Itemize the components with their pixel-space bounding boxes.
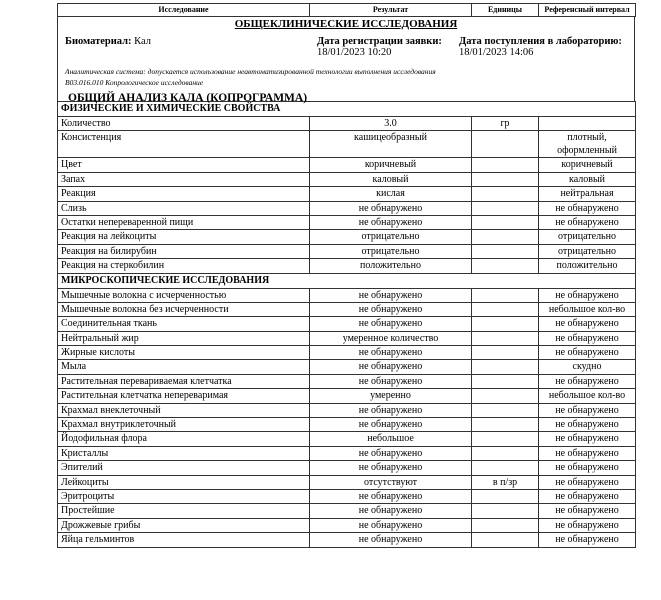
unit-value	[472, 418, 539, 432]
registration-label: Дата регистрации заявки:	[317, 36, 442, 47]
table-row	[58, 158, 636, 172]
reference-value: не обнаружено	[539, 288, 636, 302]
test-name: Запах	[58, 172, 310, 186]
test-name: Простейшие	[58, 504, 310, 518]
table-row	[58, 461, 636, 475]
unit-value	[472, 360, 539, 374]
result-value: кашицеобразный	[310, 131, 472, 158]
unit-value	[472, 230, 539, 244]
column-header-reference: Референсный интервал	[539, 4, 636, 17]
unit-value	[472, 158, 539, 172]
unit-value	[472, 259, 539, 273]
reference-value: отрицательно	[539, 244, 636, 258]
reference-value: не обнаружено	[539, 489, 636, 503]
table-row	[58, 374, 636, 388]
result-value: не обнаружено	[310, 215, 472, 229]
unit-value	[472, 288, 539, 302]
unit-value: в п/зр	[472, 475, 539, 489]
result-value: не обнаружено	[310, 489, 472, 503]
unit-value	[472, 317, 539, 331]
reference-value: не обнаружено	[539, 504, 636, 518]
reference-value: не обнаружено	[539, 418, 636, 432]
biomaterial-label: Биоматериал:	[65, 36, 132, 47]
result-value: не обнаружено	[310, 374, 472, 388]
table-row	[58, 432, 636, 446]
result-value: отсутствуют	[310, 475, 472, 489]
unit-value	[472, 461, 539, 475]
result-value: отрицательно	[310, 244, 472, 258]
result-value: не обнаружено	[310, 518, 472, 532]
result-value: не обнаружено	[310, 504, 472, 518]
test-name: Растительная клетчатка непереваримая	[58, 389, 310, 403]
result-value: не обнаружено	[310, 360, 472, 374]
reference-value: скудно	[539, 360, 636, 374]
test-name: Мыла	[58, 360, 310, 374]
test-name: Остатки непереваренной пищи	[58, 215, 310, 229]
result-value: не обнаружено	[310, 346, 472, 360]
reference-value: каловый	[539, 172, 636, 186]
test-name: Эпителий	[58, 461, 310, 475]
column-header-test: Исследование	[58, 4, 310, 17]
department-title: ОБЩЕКЛИНИЧЕСКИЕ ИССЛЕДОВАНИЯ	[234, 18, 458, 30]
reference-value: небольшое кол-во	[539, 302, 636, 316]
test-name: Мышечные волокна с исчерченностью	[58, 288, 310, 302]
result-value: умеренно	[310, 389, 472, 403]
test-name: Нейтральный жир	[58, 331, 310, 345]
table-row	[58, 317, 636, 331]
section-physical-chemical-title: ФИЗИЧЕСКИЕ И ХИМИЧЕСКИЕ СВОЙСТВА	[58, 102, 636, 117]
test-name: Жирные кислоты	[58, 346, 310, 360]
table-row	[58, 201, 636, 215]
reference-value: не обнаружено	[539, 518, 636, 532]
table-row	[58, 131, 636, 158]
table-row	[58, 259, 636, 273]
test-name: Кристаллы	[58, 446, 310, 460]
received-value: 18/01/2023 14:06	[459, 47, 534, 58]
code-note: B03.016.010 Копрологическое исследование	[65, 78, 204, 87]
unit-value	[472, 302, 539, 316]
result-value: 3.0	[310, 117, 472, 131]
result-value: умеренное количество	[310, 331, 472, 345]
reference-value: не обнаружено	[539, 403, 636, 417]
unit-value	[472, 533, 539, 547]
results-table	[57, 101, 636, 548]
meta-row	[58, 32, 634, 66]
header-table	[57, 3, 636, 17]
table-row	[58, 533, 636, 547]
unit-value	[472, 374, 539, 388]
result-value: отрицательно	[310, 230, 472, 244]
test-name: Консистенция	[58, 131, 310, 158]
result-value: каловый	[310, 172, 472, 186]
lab-report	[57, 3, 635, 548]
reference-value	[539, 117, 636, 131]
test-name: Реакция на стеркобилин	[58, 259, 310, 273]
result-value: положительно	[310, 259, 472, 273]
table-row	[58, 288, 636, 302]
unit-value: гр	[472, 117, 539, 131]
reference-value: не обнаружено	[539, 533, 636, 547]
table-row	[58, 302, 636, 316]
registration-value: 18/01/2023 10:20	[317, 47, 392, 58]
table-row	[58, 403, 636, 417]
test-name: Мышечные волокна без исчерченности	[58, 302, 310, 316]
result-value: кислая	[310, 187, 472, 201]
unit-value	[472, 215, 539, 229]
reference-value: коричневый	[539, 158, 636, 172]
reference-value: не обнаружено	[539, 432, 636, 446]
reference-value: не обнаружено	[539, 331, 636, 345]
table-row	[58, 360, 636, 374]
reference-value: не обнаружено	[539, 374, 636, 388]
result-value: не обнаружено	[310, 418, 472, 432]
section-microscopic	[58, 273, 636, 288]
unit-value	[472, 201, 539, 215]
reference-line-1: плотный,	[567, 132, 607, 144]
test-name: Дрожжевые грибы	[58, 518, 310, 532]
biomaterial	[65, 36, 151, 47]
registration-date	[317, 36, 442, 58]
unit-value	[472, 518, 539, 532]
test-name: Лейкоциты	[58, 475, 310, 489]
reference-value: не обнаружено	[539, 475, 636, 489]
table-row	[58, 230, 636, 244]
unit-value	[472, 187, 539, 201]
test-name: Крахмал внеклеточный	[58, 403, 310, 417]
column-header-result: Результат	[310, 4, 472, 17]
test-name: Количество	[58, 117, 310, 131]
biomaterial-value: Кал	[134, 36, 152, 47]
unit-value	[472, 403, 539, 417]
table-row	[58, 489, 636, 503]
table-row	[58, 172, 636, 186]
column-header-row	[58, 4, 636, 17]
result-value: не обнаружено	[310, 446, 472, 460]
result-value: не обнаружено	[310, 403, 472, 417]
reference-value: небольшое кол-во	[539, 389, 636, 403]
table-row	[58, 504, 636, 518]
reference-value: не обнаружено	[539, 201, 636, 215]
unit-value	[472, 131, 539, 158]
unit-value	[472, 244, 539, 258]
table-row	[58, 389, 636, 403]
table-row	[58, 518, 636, 532]
table-row	[58, 475, 636, 489]
table-row	[58, 215, 636, 229]
unit-value	[472, 172, 539, 186]
result-value: не обнаружено	[310, 317, 472, 331]
result-value: не обнаружено	[310, 288, 472, 302]
reference-value: не обнаружено	[539, 317, 636, 331]
table-row	[58, 346, 636, 360]
result-value: не обнаружено	[310, 302, 472, 316]
results-body	[58, 102, 636, 548]
unit-value	[472, 432, 539, 446]
unit-value	[472, 489, 539, 503]
test-name: Цвет	[58, 158, 310, 172]
column-header-units: Единицы	[472, 4, 539, 17]
test-name: Йодофильная флора	[58, 432, 310, 446]
test-name: Реакция на лейкоциты	[58, 230, 310, 244]
test-name: Слизь	[58, 201, 310, 215]
unit-value	[472, 446, 539, 460]
test-name: Растительная перевариваемая клетчатка	[58, 374, 310, 388]
test-name: Реакция на билирубин	[58, 244, 310, 258]
result-value: не обнаружено	[310, 533, 472, 547]
analytic-note: Аналитическая система: допускается использование неавтоматизированной технологии выполнения исследования	[65, 67, 436, 76]
table-row	[58, 187, 636, 201]
reference-value: положительно	[539, 259, 636, 273]
test-name: Яйца гельминтов	[58, 533, 310, 547]
test-name: Эритроциты	[58, 489, 310, 503]
received-date	[459, 36, 622, 58]
reference-line-2: оформленный	[557, 145, 617, 157]
received-label: Дата поступления в лабораторию:	[459, 36, 622, 47]
reference-value: нейтральная	[539, 187, 636, 201]
table-row	[58, 117, 636, 131]
result-value: коричневый	[310, 158, 472, 172]
test-name: Крахмал внутриклеточный	[58, 418, 310, 432]
unit-value	[472, 331, 539, 345]
reference-value: не обнаружено	[539, 346, 636, 360]
unit-value	[472, 504, 539, 518]
unit-value	[472, 346, 539, 360]
result-value: не обнаружено	[310, 461, 472, 475]
table-row	[58, 446, 636, 460]
table-row	[58, 331, 636, 345]
table-row	[58, 418, 636, 432]
result-value: не обнаружено	[310, 201, 472, 215]
unit-value	[472, 389, 539, 403]
reference-value: не обнаружено	[539, 461, 636, 475]
test-name: Соединительная ткань	[58, 317, 310, 331]
result-value: небольшое	[310, 432, 472, 446]
main-title: ОБЩИЙ АНАЛИЗ КАЛА (КОПРОГРАММА)	[68, 92, 308, 104]
reference-value	[539, 131, 636, 158]
reference-value: не обнаружено	[539, 446, 636, 460]
table-row	[58, 244, 636, 258]
test-name: Реакция	[58, 187, 310, 201]
report-info-block	[57, 17, 635, 104]
section-microscopic-title: МИКРОСКОПИЧЕСКИЕ ИССЛЕДОВАНИЯ	[58, 273, 636, 288]
reference-value: отрицательно	[539, 230, 636, 244]
reference-value: не обнаружено	[539, 215, 636, 229]
